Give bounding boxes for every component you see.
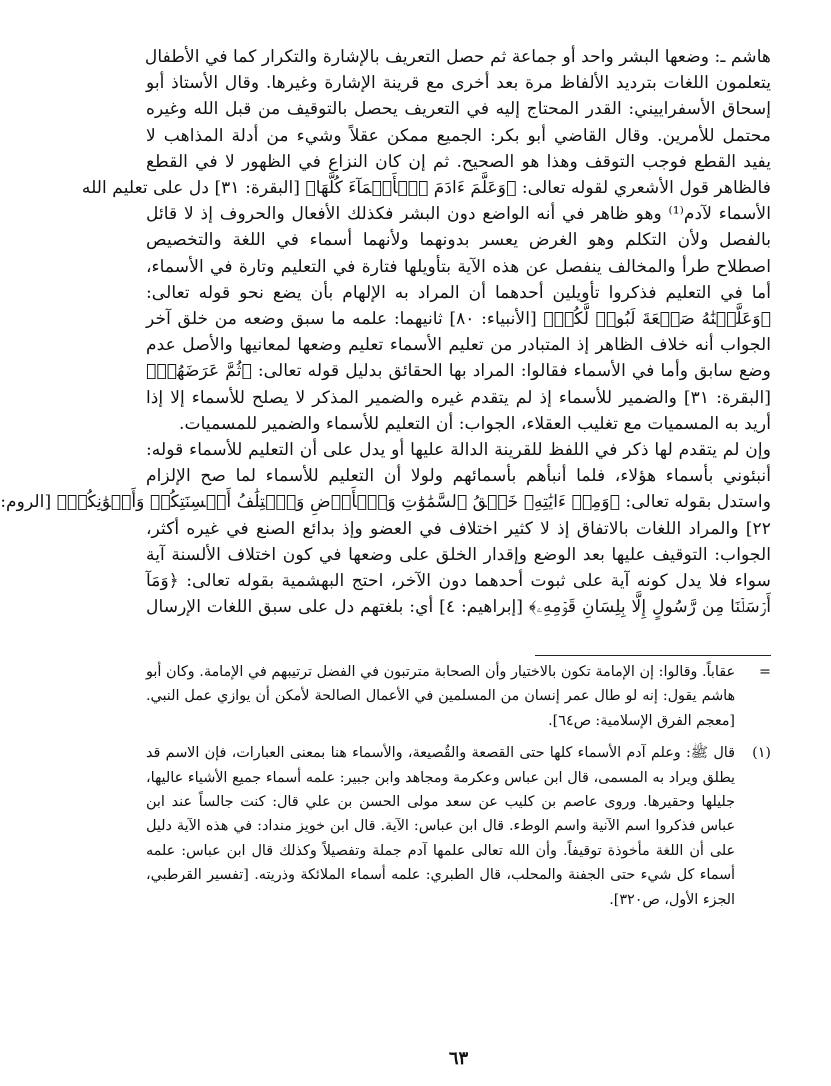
footnote-line: يطلق ويراد به المسمى، قال ابن عباس وعكرمة ومجاهد وابن جبير: علمه أسماء جميع الأشياء عاليها،: [146, 769, 735, 786]
footnotes: [146, 660, 771, 912]
footnote-divider: [535, 655, 771, 656]
text-line: أريد به المسميات مع تغليب العقلاء، الجواب: أن التعليم للأسماء والضمير للمسميات.: [179, 413, 771, 434]
text-line: هاشم ـ: وضعها البشر واحد أو جماعة ثم حصل التعريف بالإشارة والتكرار كما في الأطفال: [144, 47, 771, 67]
text-line: الجواب أنه خلاف الظاهر إذ المتبادر من تعليم الأسماء تعليم وضعها لمعانيها والأصل عدم: [146, 335, 771, 356]
footnote-line: [معجم الفرق الإسلامية: ص٦٤].: [548, 712, 735, 729]
text-line: أَرۡسَلۡنَا مِن رَّسُولٍ إِلَّا بِلِسَانِ قَوۡمِهِۦ﴾ [إبراهيم: ٤] أي: بلغتهم دل على سبق اللغات الإرسال: [146, 597, 771, 618]
text-line: وضع سابق وأما في الأسماء فقالوا: المراد بها الحقائق بدليل قوله تعالى: ﴿ثُمَّ عَرَضَهُمۡ﴾: [146, 361, 771, 382]
footnote-line: قال ﷺ: وعلم آدم الأسماء كلها حتى القصعة والقُصيعة، والأسماء هنا بمعنى العبارات، فإن الاسم قد: [146, 745, 735, 762]
text-line: أنبئوني بأسماء هؤلاء، فلما أنبأهم بأسمائهم ولولا أن التعليم للأسماء لما صح الإلزام: [146, 466, 771, 487]
text-line: الأسماء لآدم⁽¹⁾ وهو ظاهر في أنه الواضع دون البشر فكذلك الأفعال والحروف إذ لا قائل: [146, 204, 771, 225]
footnote-line: هاشم يقول: إنه لو طال عمر إنسان من المسلمين في الأعمال الصالحة لأمكن أن يوازي عمل النبي.: [146, 688, 735, 705]
footnote-1: [146, 741, 771, 912]
text-line: فالظاهر قول الأشعري لقوله تعالى: ﴿وَعَلَّمَ ءَادَمَ ٱلۡأَسۡمَآءَ كُلَّهَا﴾ [البقرة: ٣١] دل على تعليم الله: [81, 178, 771, 199]
text-line: إسحاق الأسفراييني: القدر المحتاج إليه في التعريف يحصل بالتوقيف من قبل الله وغيره: [146, 99, 771, 120]
footnote-line: على أن اللغة مأخوذة توقيفاً. وأن الله تعالى علمها آدم جملة وتفصيلاً وكذلك قال ابن عباس: علمه: [146, 842, 735, 859]
text-line: واستدل بقوله تعالى: ﴿وَمِنۡ ءَايَٰتِهِۦ خَلۡقُ ٱلسَّمَٰوَٰتِ وَٱلۡأَرۡضِ وَٱخۡتِلَٰفُ أَلۡسِنَتِكُمۡ وَأَلۡوَٰنِكُمۡ﴾ [الروم:: [0, 492, 771, 513]
footnote-continued: [146, 660, 771, 733]
text-line: ٢٢] والمراد اللغات بالاتفاق إذ لا كثير اختلاف في العضو وإذ بدائع الصنع في غيره أكثر،: [146, 518, 771, 539]
footnote-continuation-marker: =: [759, 664, 771, 680]
text-line: [البقرة: ٣١] والضمير للأسماء إذ لم يتقدم غيره والضمير المذكر لا يصلح للأسماء إلا إذا: [146, 387, 772, 408]
text-line: يتعلمون اللغات بترديد الألفاظ مرة بعد أخرى مع قرينة الإشارة وغيرها. وقال الأستاذ أبو: [146, 73, 771, 94]
text-line: الجواب: التوقيف عليها بعد الوضع وإقدار الخلق على وضعها في كون اختلاف الألسنة آية: [146, 544, 771, 565]
main-text: [0, 44, 772, 620]
text-line: أما في التعليم فذكروا تأويلين أحدهما أن المراد به الإلهام بأن يضع نحو قوله تعالى:: [146, 282, 771, 303]
text-line: سواء فلا يدل كونه آية على ثبوت أحدهما دون الآخر، احتج البهشمية بقوله تعالى: ﴿وَمَآ: [146, 571, 771, 592]
footnote-line: جليلها وحقيرها. وروى عاصم بن كليب عن سعد مولى الحسن بن علي قال: كنت جالساً عند ابن: [146, 794, 735, 811]
footnote-line: عقاباً. وقالوا: إن الإمامة تكون بالاختيار وأن الصحابة مترتبون في الفضل ترتيبهم في الإمامة. وكان أبو: [146, 664, 735, 680]
text-line: ﴿وَعَلَّمۡنَٰهُ صَنۡعَةَ لَبُوسٖ لَّكُمۡ﴾ [الأنبياء: ٨٠] ثانيهما: علمه ما سبق وضعه من خلق آخر: [146, 309, 771, 330]
text-line: يفيد القطع فوجب التوقف وهذا هو الصحيح. ثم إن كان النزاع في الظهور لا في القطع: [146, 151, 771, 172]
footnote-line: الجزء الأول، ص٣٢٠].: [609, 891, 735, 908]
footnote-number: (١): [752, 745, 771, 762]
text-line: بالفصل ولأن التكلم وهو الغرض يعسر بدونهما ولأنهما أسماء في اللغة والتخصيص: [146, 230, 771, 251]
page-number: ٦٣: [448, 1048, 469, 1069]
text-line: وإن لم يتقدم لها ذكر في اللفظ للقرينة الدالة عليها أو يدل على أن التعليم للأسماء قوله:: [146, 440, 771, 461]
text-line: محتمل للأمرين. وقال القاضي أبو بكر: الجميع ممكن عقلاً وشيء من أدلة المذاهب لا: [146, 125, 771, 146]
footnote-line: عباس فذكروا اسم الآنية واسم الوطء. قال ابن عباس: الآية. قال ابن خويز منداد: في هذه الآية دليل: [146, 818, 735, 835]
text-line: اصطلاح طرأ والمخالف ينفصل عن هذه الآية بتأويلها فتارة في التعليم وتارة في الأسماء،: [146, 256, 771, 277]
footnote-line: أسماء كل شيء حتى الجفنة والمحلب، قال الطبري: علمه أسماء الملائكة وذريته. [تفسير القرطبي،: [146, 867, 735, 884]
